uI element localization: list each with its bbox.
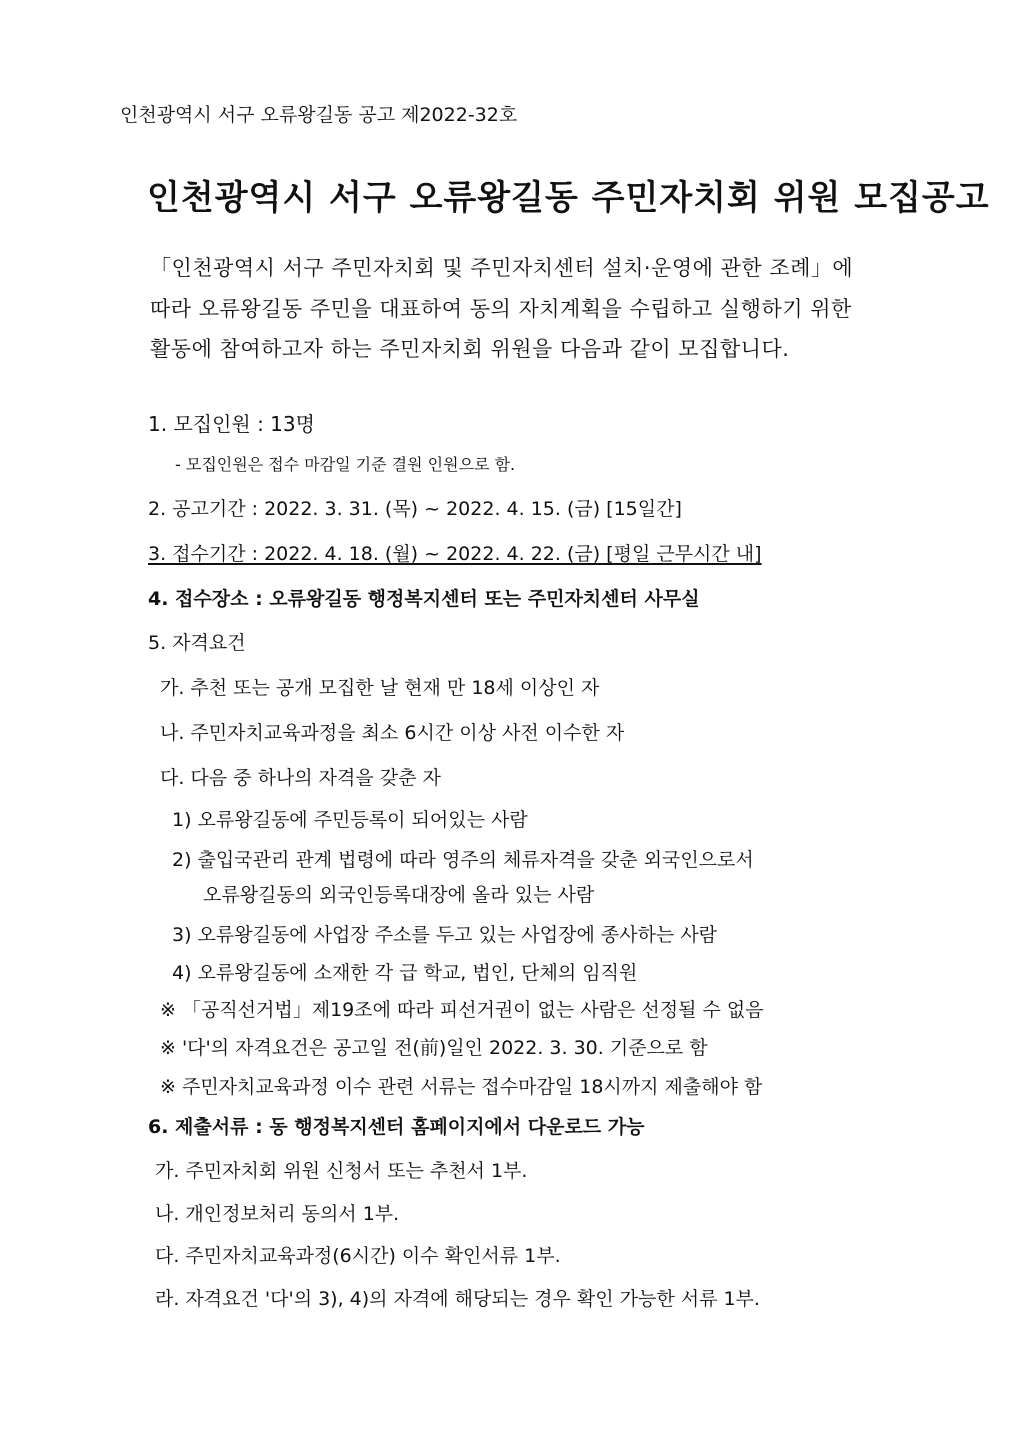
qualification-subitem: 3) 오류왕길동에 사업장 주소를 두고 있는 사업장에 종사하는 사람 [172,924,718,946]
reception-period: 3. 접수기간 : 2022. 4. 18. (월) ~ 2022. 4. 22. (금) [평일 근무시간 내] [148,543,762,565]
qualification-item: 나. 주민자치교육과정을 최소 6시간 이상 사전 이수한 자 [160,722,625,744]
intro-line: 활동에 참여하고자 하는 주민자치회 위원을 다음과 같이 모집합니다. [150,337,790,361]
qualification-subitem: 2) 출입국관리 관계 법령에 따라 영주의 체류자격을 갖춘 외국인으로서 [172,849,754,871]
qualification-subitem-continued: 오류왕길동의 외국인등록대장에 올라 있는 사람 [203,884,595,906]
qualifications-heading: 5. 자격요건 [148,632,246,654]
document-item: 나. 개인정보처리 동의서 1부. [155,1203,400,1225]
document-item: 라. 자격요건 '다'의 3), 4)의 자격에 해당되는 경우 확인 가능한 서류 1부. [155,1288,760,1310]
note-item: ※ '다'의 자격요건은 공고일 전(前)일인 2022. 3. 30. 기준으로 함 [160,1037,708,1059]
notice-period: 2. 공고기간 : 2022. 3. 31. (목) ~ 2022. 4. 15. (금) [15일간] [148,498,682,520]
reception-place: 4. 접수장소 : 오류왕길동 행정복지센터 또는 주민자치센터 사무실 [148,588,700,610]
recruit-count: 1. 모집인원 : 13명 [148,412,315,436]
document-item: 다. 주민자치교육과정(6시간) 이수 확인서류 1부. [155,1245,561,1267]
qualification-subitem: 4) 오류왕길동에 소재한 각 급 학교, 법인, 단체의 임직원 [172,962,638,984]
document-item: 가. 주민자치회 위원 신청서 또는 추천서 1부. [155,1160,528,1182]
qualification-subitem: 1) 오류왕길동에 주민등록이 되어있는 사람 [172,809,528,831]
recruit-note: - 모집인원은 접수 마감일 기준 결원 인원으로 함. [175,455,516,474]
qualification-item: 다. 다음 중 하나의 자격을 갖춘 자 [160,767,441,789]
qualification-item: 가. 추천 또는 공개 모집한 날 현재 만 18세 이상인 자 [160,677,600,699]
intro-line: 따라 오류왕길동 주민을 대표하여 동의 자치계획을 수립하고 실행하기 위한 [150,297,852,321]
page-title: 인천광역시 서구 오류왕길동 주민자치회 위원 모집공고 [147,178,990,218]
notice-number: 인천광역시 서구 오류왕길동 공고 제2022-32호 [120,104,518,126]
documents-heading: 6. 제출서류 : 동 행정복지센터 홈페이지에서 다운로드 가능 [148,1116,645,1138]
intro-line: 「인천광역시 서구 주민자치회 및 주민자치센터 설치·운영에 관한 조례」에 [150,256,854,280]
note-item: ※ 「공직선거법」제19조에 따라 피선거권이 없는 사람은 선정될 수 없음 [160,999,764,1021]
note-item: ※ 주민자치교육과정 이수 관련 서류는 접수마감일 18시까지 제출해야 함 [160,1076,763,1098]
